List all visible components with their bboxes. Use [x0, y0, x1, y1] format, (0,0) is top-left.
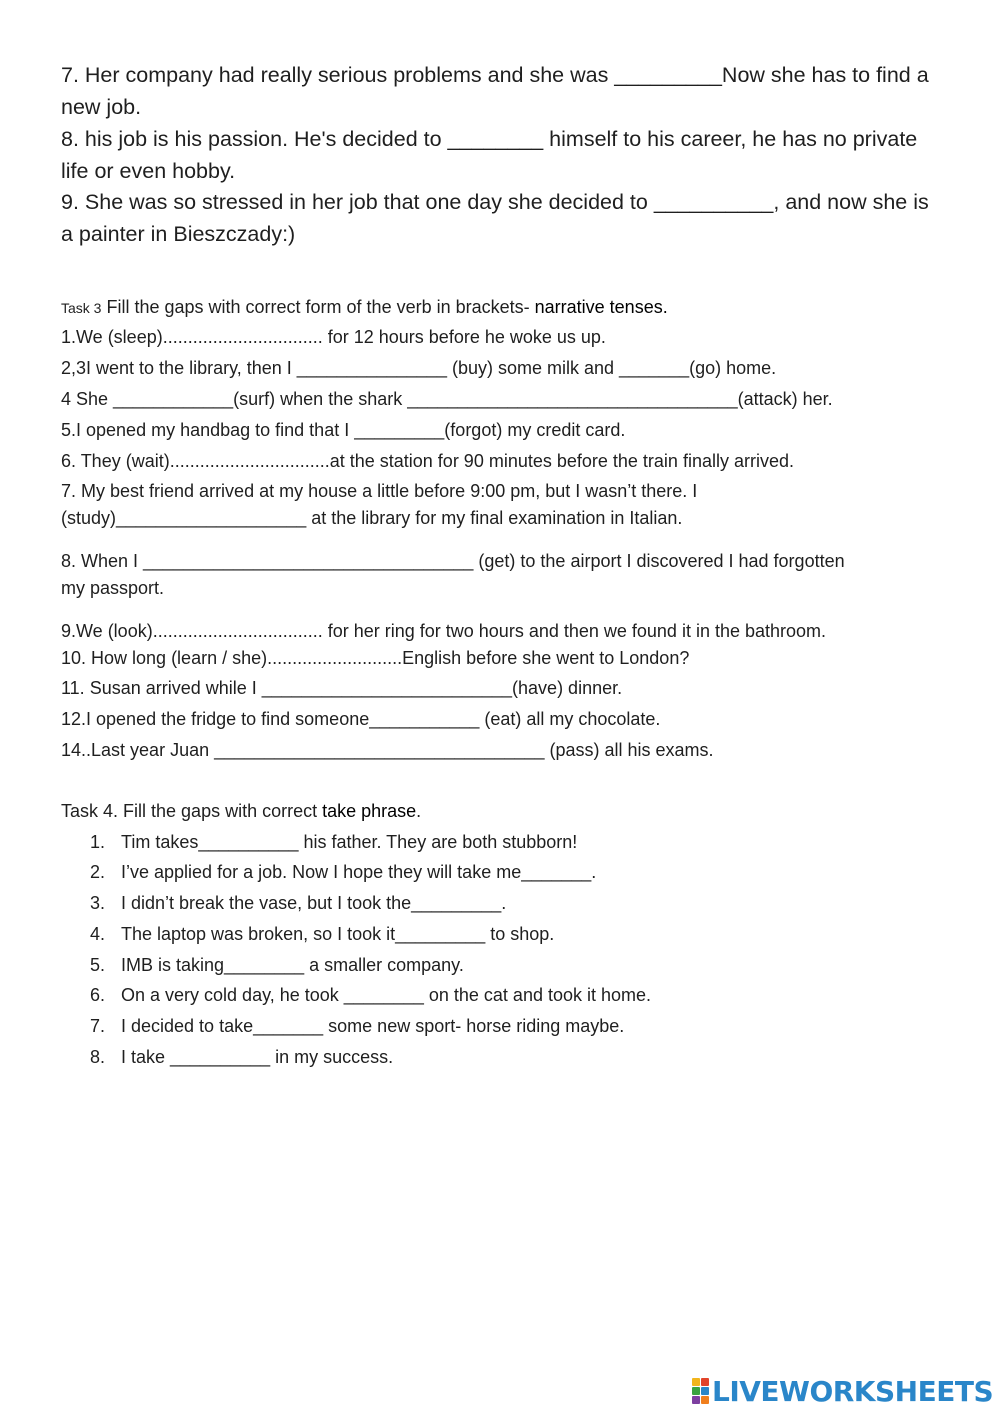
task3-item: 6. They (wait)................................at the station for 90 minutes before the train finally arrived.: [61, 451, 794, 471]
item-text: On a very cold day, he took ________ on the cat and took it home.: [121, 985, 652, 1005]
item-number: 2.: [90, 862, 106, 882]
task4-item: [90, 984, 651, 1006]
task4-item: [90, 1046, 393, 1068]
item-text: I didn’t break the vase, but I took the_________.: [121, 893, 507, 913]
task3-item: 10. How long (learn / she)...........................English before she went to London?: [61, 648, 690, 668]
task3-emphasis: narrative tenses.: [534, 297, 668, 317]
item-text: I take __________ in my success.: [121, 1047, 394, 1067]
exercise-item-8: 8. his job is his passion. He's decided to ________ himself to his career, he has no private life or even hobby.: [61, 127, 918, 183]
task4-instruction: Task 4. Fill the gaps with correct: [61, 801, 323, 821]
item-text: The laptop was broken, so I took it_________ to shop.: [121, 924, 555, 944]
item-text: I’ve applied for a job. Now I hope they will take me_______.: [121, 862, 597, 882]
task3-item: 5.I opened my handbag to find that I _________(forgot) my credit card.: [61, 420, 626, 440]
task3-item-continued: (study)___________________ at the library for my final examination in Italian.: [61, 508, 683, 528]
task3-item-continued: my passport.: [61, 578, 165, 598]
item-text: IMB is taking________ a smaller company.: [121, 955, 464, 975]
task4-item: [90, 861, 596, 883]
item-number: 1.: [90, 832, 106, 852]
item-text: I decided to take_______ some new sport- horse riding maybe.: [121, 1016, 625, 1036]
task3-item: 4 She ____________(surf) when the shark _________________________________(attack) her.: [61, 389, 833, 409]
item-text: Tim takes__________ his father. They are both stubborn!: [121, 832, 578, 852]
task4-heading: [61, 800, 941, 822]
task4-item: [90, 954, 464, 976]
task4-emphasis: take phrase: [322, 801, 417, 821]
item-number: 6.: [90, 985, 106, 1005]
exercise-item-9: 9. She was so stressed in her job that one day she decided to __________, and now she is a painter in Bieszczady:): [61, 190, 929, 246]
task4-item: [90, 1015, 624, 1037]
exercise-item-7: 7. Her company had really serious problems and she was _________Now she has to find a new job.: [61, 63, 929, 119]
task3-item: 9.We (look).................................. for her ring for two hours and then we found it in the bathroom.: [61, 621, 827, 641]
task4-item: [90, 892, 506, 914]
liveworksheets-logo[interactable]: [692, 1376, 993, 1406]
task3-item: 11. Susan arrived while I _________________________(have) dinner.: [61, 678, 623, 698]
task4-item: [90, 923, 554, 945]
task3-instruction: Fill the gaps with correct form of the verb in brackets-: [101, 297, 535, 317]
item-number: 4.: [90, 924, 106, 944]
item-number: 3.: [90, 893, 106, 913]
item-number: 7.: [90, 1016, 106, 1036]
task4-item: [90, 831, 577, 853]
task3-item: 8. When I _________________________________ (get) to the airport I discovered I had forgotten: [61, 551, 845, 571]
task3-item: 14..Last year Juan _________________________________ (pass) all his exams.: [61, 740, 714, 760]
logo-text: LIVEWORKSHEETS: [712, 1374, 994, 1408]
task3-item: 1.We (sleep)................................ for 12 hours before he woke us up.: [61, 327, 606, 347]
item-number: 8.: [90, 1047, 106, 1067]
liveworksheets-logo-icon: [692, 1378, 709, 1404]
task3-item: 12.I opened the fridge to find someone___________ (eat) all my chocolate.: [61, 709, 661, 729]
task3-item: 7. My best friend arrived at my house a little before 9:00 pm, but I wasn’t there. I: [61, 481, 698, 501]
task4-heading-end: .: [416, 801, 422, 821]
task3-item: 2,3I went to the library, then I _______________ (buy) some milk and _______(go) home.: [61, 358, 777, 378]
item-number: 5.: [90, 955, 106, 975]
task3-label: Task 3: [61, 300, 102, 316]
task3-heading: [61, 296, 941, 319]
